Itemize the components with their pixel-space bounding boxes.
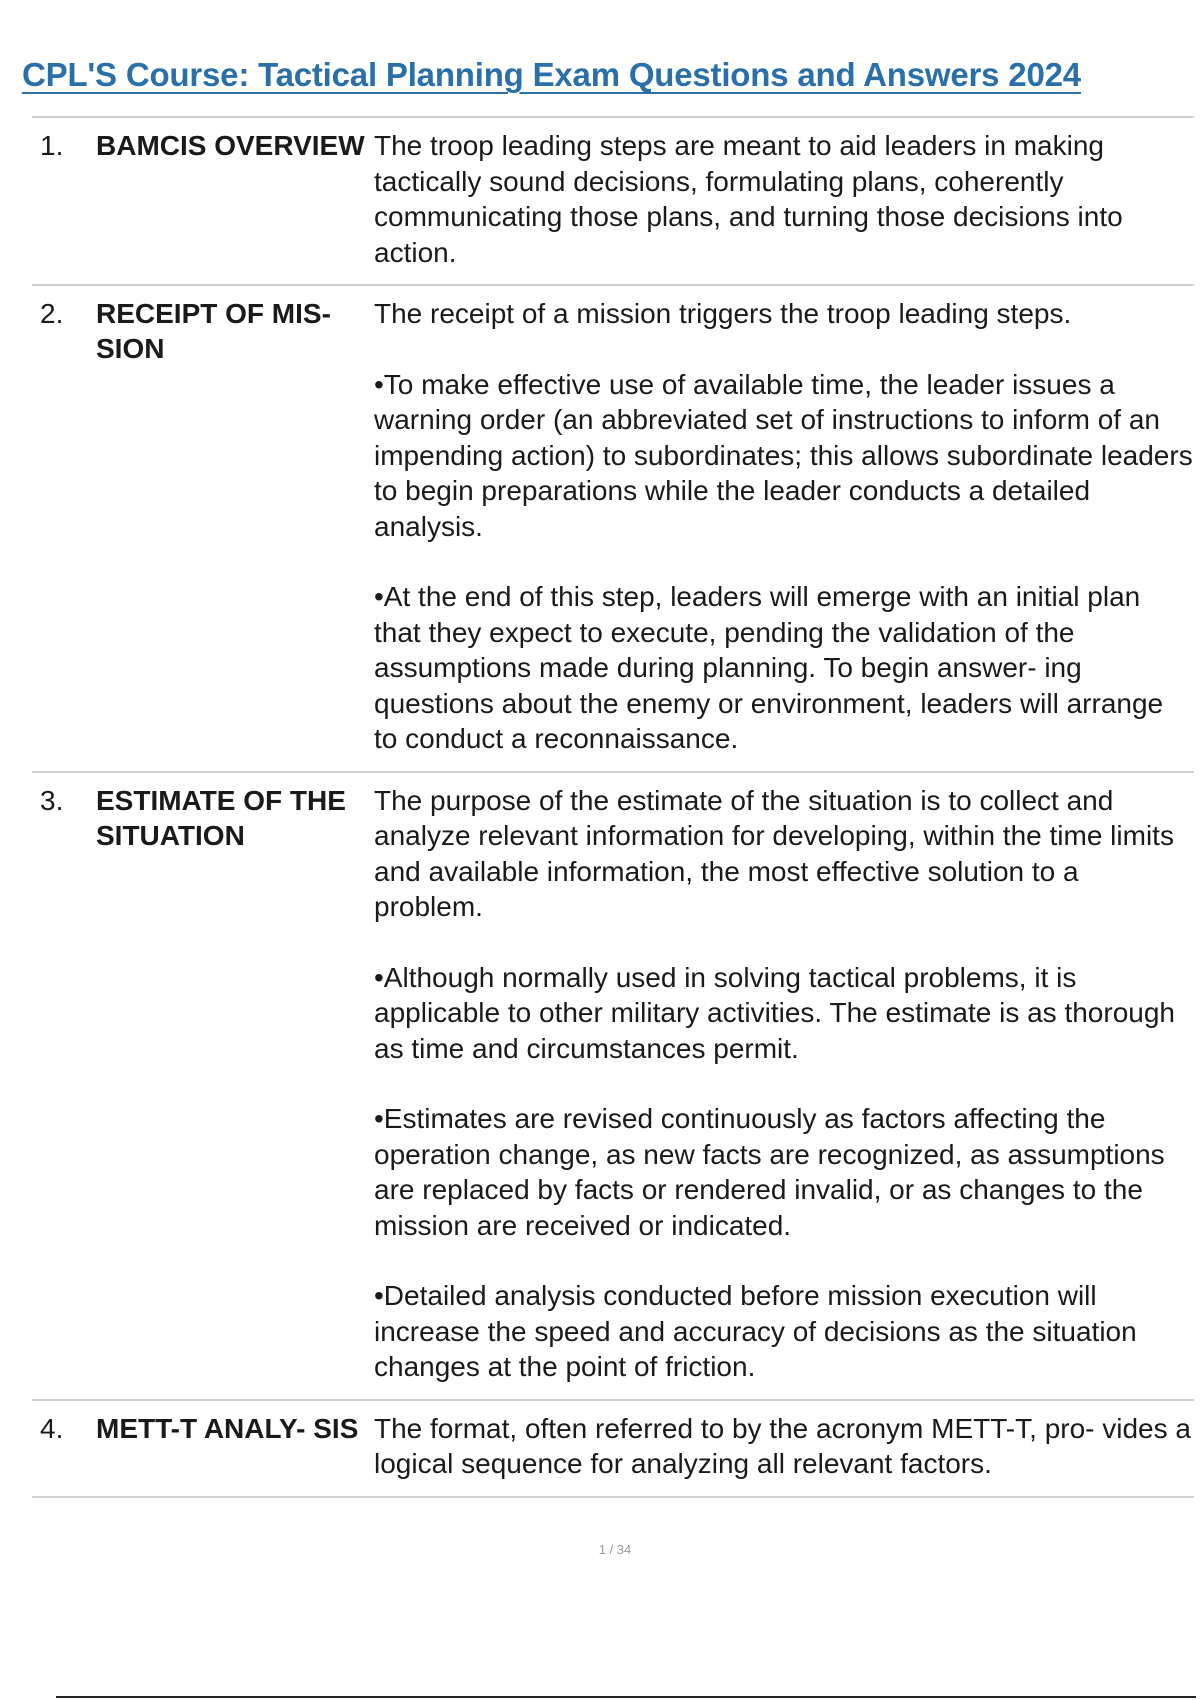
answer-paragraph: The troop leading steps are meant to aid leaders in making tactically sound decisions, formulating plans, coherently communicating those plans, and turning those decisions into action. [374,130,1123,268]
question-term: METT-T ANALY- SIS [96,1412,359,1444]
answer-paragraph: The format, often referred to by the acronym METT-T, pro- vides a logical sequence for analyzing all relevant factors. [374,1412,1191,1479]
qa-row-4 [32,1401,1194,1498]
answer-paragraph: The purpose of the estimate of the situation is to collect and analyze relevant information for developing, within the time limits and available information, the most effective solution to a problem. [374,784,1174,922]
row-number: 3. [40,784,64,816]
answer-paragraph: •To make effective use of available time, the leader issues a warning order (an abbreviated set of instructions to inform of an impending action) to subordinates; this allows subordinate leaders to begin preparations while the leader conducts a detailed analysis. [374,368,1193,542]
answer-definition [366,783,1194,1385]
qa-table [32,116,1194,1498]
row-number: 4. [40,1412,64,1444]
qa-row-3 [32,773,1194,1401]
answer-paragraph: •Estimates are revised continuously as factors affecting the operation change, as new facts are recognized, as assumptions are replaced by facts or rendered invalid, or as changes to the mission are received or indicated. [374,1103,1165,1241]
answer-definition [366,296,1194,757]
answer-paragraph: •Detailed analysis conducted before mission execution will increase the speed and accuracy of decisions as the situation changes at the point of friction. [374,1280,1137,1382]
answer-definition [366,1411,1194,1482]
qa-row-2 [32,286,1194,773]
question-term: BAMCIS OVERVIEW [96,130,365,161]
answer-paragraph: The receipt of a mission triggers the troop leading steps. [374,298,1072,329]
row-number: 1. [40,130,64,161]
question-term: RECEIPT OF MIS- SION [96,298,331,364]
page-number: 1 / 34 [598,1542,632,1557]
answer-paragraph: •At the end of this step, leaders will emerge with an initial plan that they expect to execute, pending the validation of the assumptions made during planning. To begin answer- ing questions about the enemy or environment, leaders will arrange to conduct a reconnaissance. [374,581,1164,754]
answer-paragraph: •Although normally used in solving tactical problems, it is applicable to other military activities. The estimate is as thorough as time and circumstances permit. [374,961,1175,1064]
question-term: ESTIMATE OF THE SITUATION [96,784,346,851]
answer-definition [366,128,1194,270]
document-title: CPL'S Course: Tactical Planning Exam Questions and Answers 2024 [22,56,1081,94]
qa-row-1 [32,118,1194,286]
row-number: 2. [40,298,64,329]
page-bottom-divider [56,1696,1196,1698]
